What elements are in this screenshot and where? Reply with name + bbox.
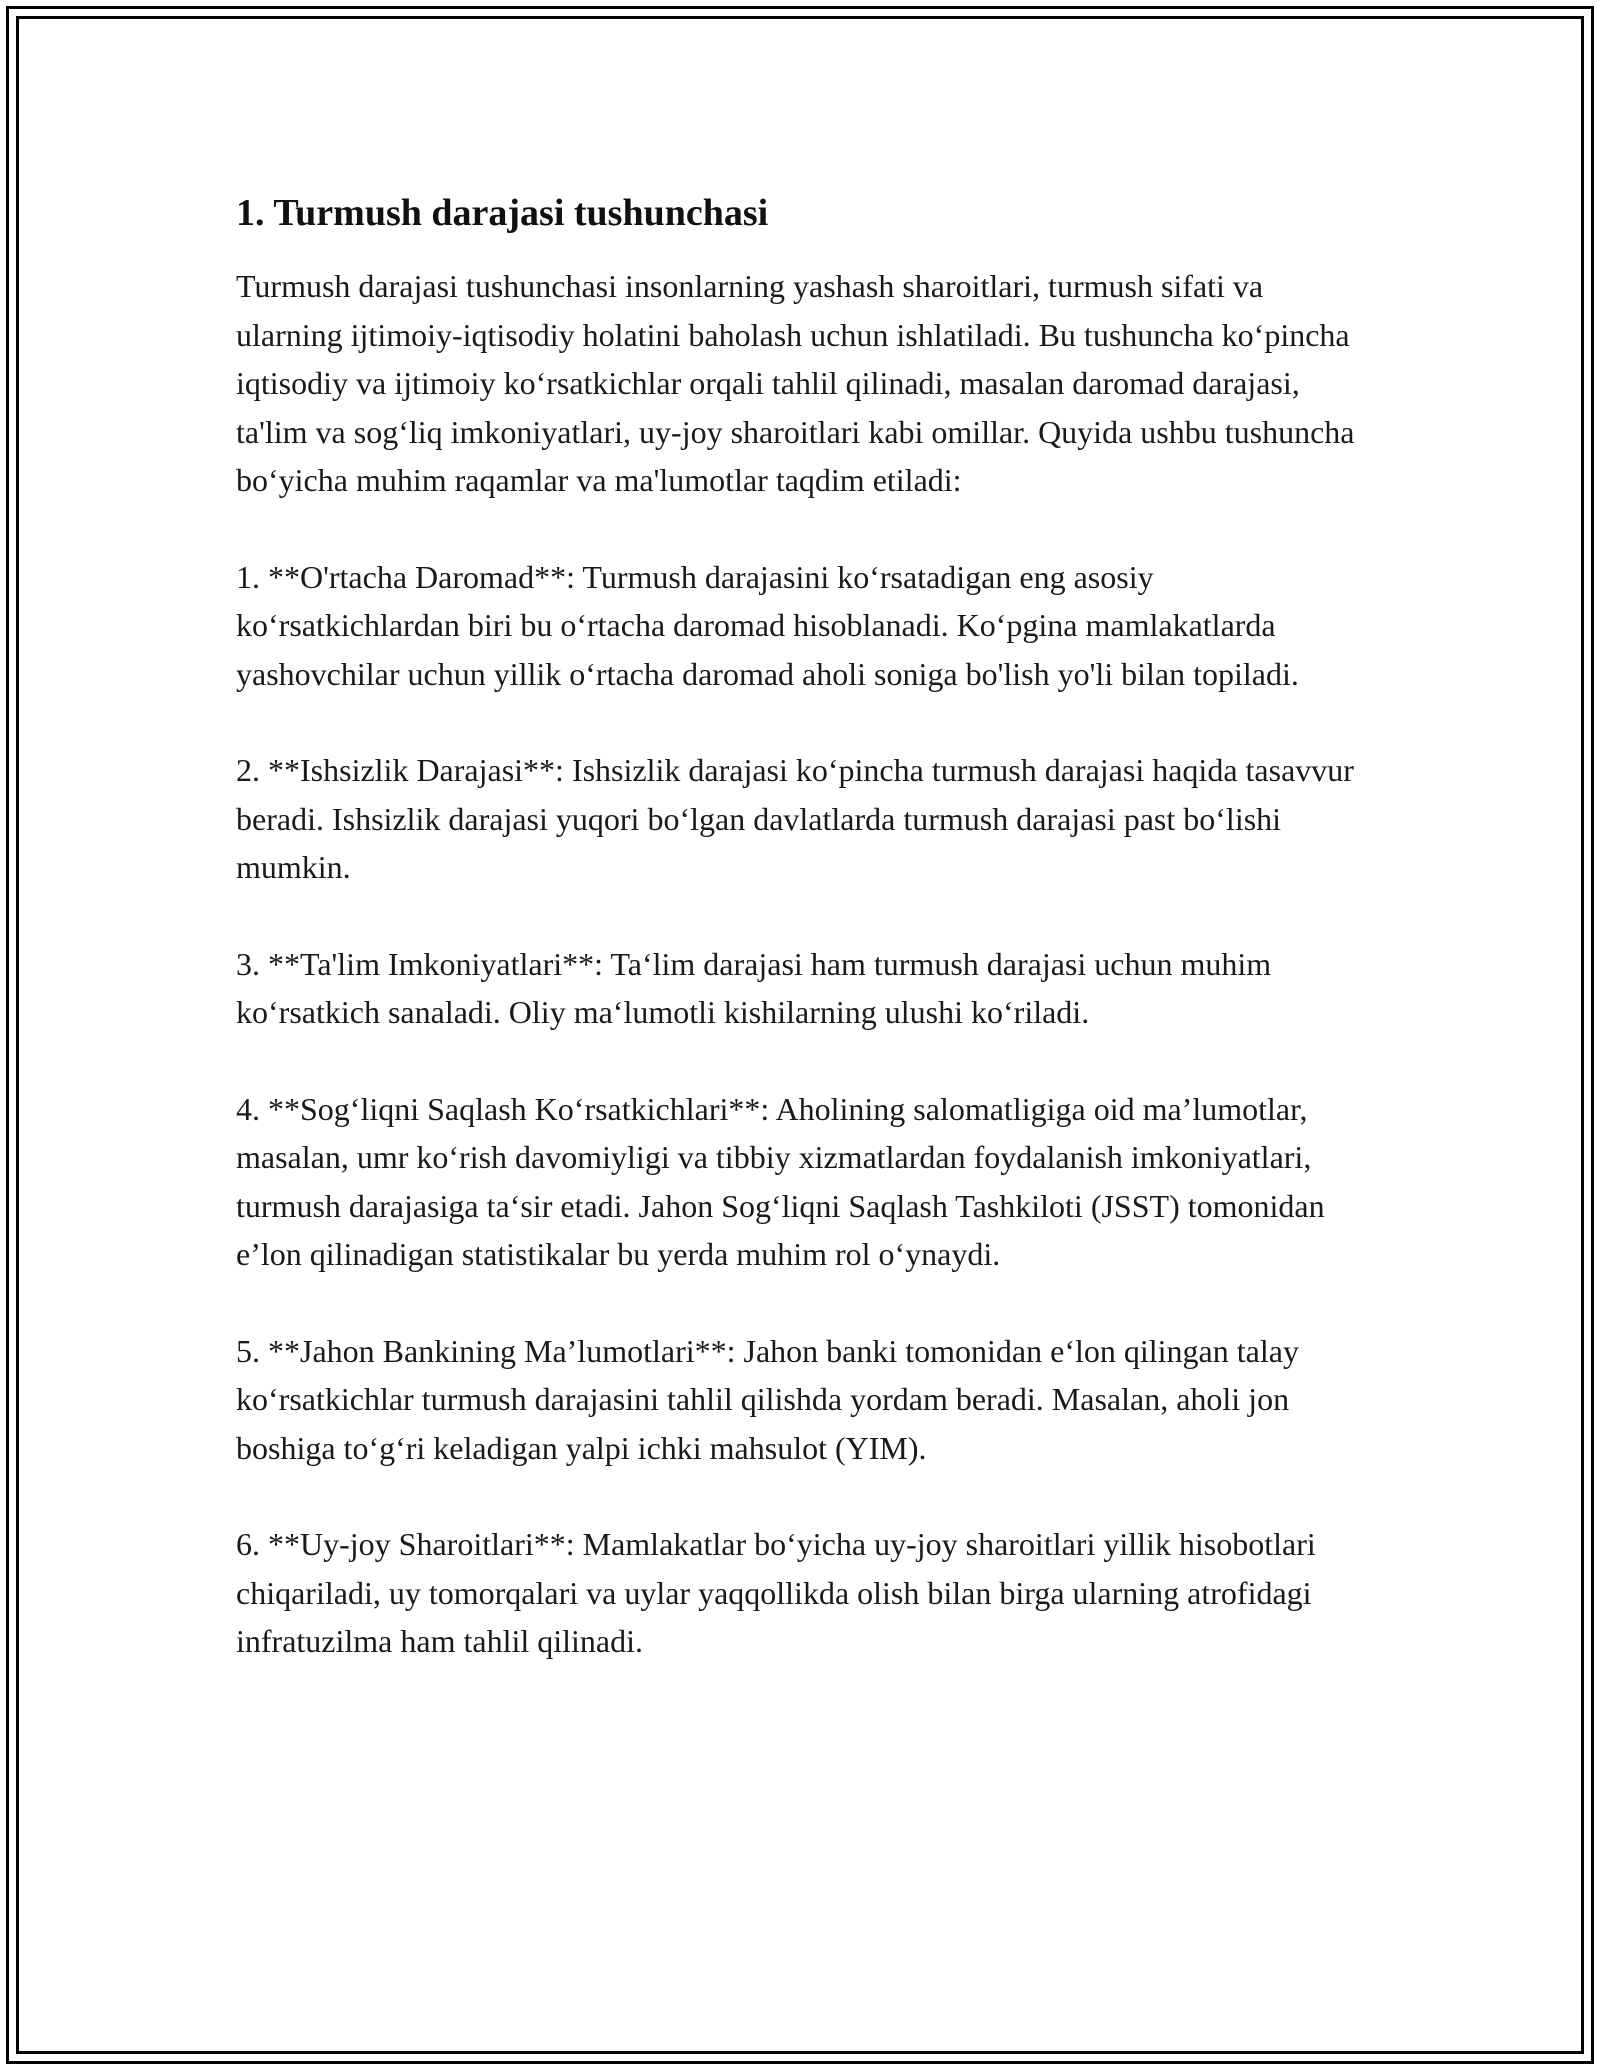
list-item-average-income: 1. **O'rtacha Daromad**: Turmush darajasini ko‘rsatadigan eng asosiy ko‘rsatkichlardan biri bu o‘rtacha daromad hisoblanadi. Ko‘pgina mamlakatlarda yashovchilar uchun yillik o‘rtacha daromad aholi soniga bo'lish yo'li bilan topiladi.	[236, 558, 1299, 692]
list-item-unemployment-rate: 2. **Ishsizlik Darajasi**: Ishsizlik darajasi ko‘pincha turmush darajasi haqida tasavvur beradi. Ishsizlik darajasi yuqori bo‘lgan davlatlarda turmush darajasi past bo‘lishi mumkin.	[236, 752, 1354, 885]
list-item-housing-conditions: 6. **Uy-joy Sharoitlari**: Mamlakatlar bo‘yicha uy-joy sharoitlari yillik hisobotlari chiqariladi, uy tomorqalari va uylar yaqqollikda olish bilan birga ularning atrofidagi infratuzilma ham tahlil qilinadi.	[236, 1526, 1316, 1659]
list-item-education-opportunities: 3. **Ta'lim Imkoniyatlari**: Ta‘lim darajasi ham turmush darajasi uchun muhim ko‘rsatkich sanaladi. Oliy ma‘lumotli kishilarning ulushi ko‘riladi.	[236, 945, 1272, 1030]
list-item-world-bank-data: 5. **Jahon Bankining Ma’lumotlari**: Jahon banki tomonidan e‘lon qilingan talay ko‘rsatkichlar turmush darajasini tahlil qilishda yordam beradi. Masalan, aholi jon boshiga to‘g‘ri keladigan yalpi ichki mahsulot (YIM).	[236, 1332, 1299, 1466]
intro-paragraph: Turmush darajasi tushunchasi insonlarning yashash sharoitlari, turmush sifati va ularning ijtimoiy-iqtisodiy holatini baholash uchun ishlatiladi. Bu tushuncha ko‘pincha iqtisodiy va ijtimoiy ko‘rsatkichlar orqali tahlil qilinadi, masalan daromad darajasi, ta'lim va sog‘liq imkoniyatlari, uy-joy sharoitlari kabi omillar. Quyida ushbu tushuncha bo‘yicha muhim raqamlar va ma'lumotlar taqdim etiladi:	[236, 268, 1355, 498]
section-heading: 1. Turmush darajasi tushunchasi	[236, 192, 769, 234]
list-item-health-indicators: 4. **Sog‘liqni Saqlash Ko‘rsatkichlari**: Aholining salomatligiga oid ma’lumotlar, masalan, umr ko‘rish davomiyligi va tibbiy xizmatlardan foydalanish imkoniyatlari, turmush darajasiga ta‘sir etadi. Jahon Sog‘liqni Saqlash Tashkiloti (JSST) tomonidan e’lon qilinadigan statistikalar bu yerda muhim rol o‘ynaydi.	[236, 1090, 1325, 1272]
document-body	[236, 186, 1376, 1666]
